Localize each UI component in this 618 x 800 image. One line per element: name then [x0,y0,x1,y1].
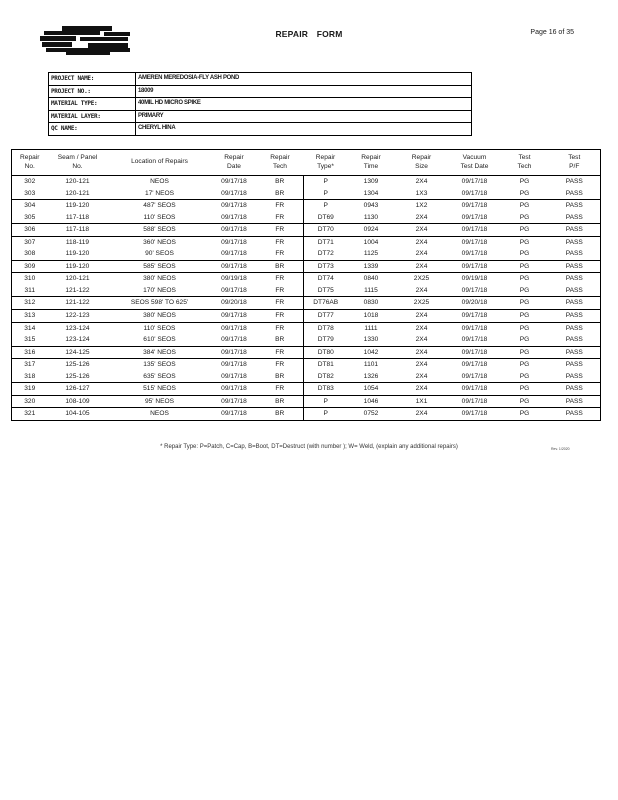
table-row [12,310,601,323]
table-cell: 09/17/18 [449,260,501,273]
table-cell: 09/17/18 [449,310,501,323]
column-header-line: Tech [273,162,287,170]
table-cell: 302 [24,178,36,185]
table-cell: FR [257,346,304,359]
table-cell: PG [519,202,530,210]
table-row [12,408,601,421]
table-cell: PASS [565,361,583,369]
column-header [212,150,257,176]
table-cell: PG [501,248,549,260]
table-row [12,334,601,346]
table-cell: 119-120 [65,202,90,210]
table-cell: PG [501,334,549,346]
column-header [12,150,48,176]
table-cell: 110' SEOS [143,324,176,332]
table-cell: 09/17/18 [221,324,247,332]
table-cell: PASS [549,248,601,260]
column-header-line: Vacuum [462,154,487,161]
table-cell: 104-105 [48,408,108,421]
table-cell: 2X4 [415,238,428,246]
table-cell: NEOS [108,408,212,421]
table-cell: 09/17/18 [449,188,501,200]
table-cell: 09/17/18 [212,383,257,396]
table-cell: FR [275,275,285,283]
column-header [108,150,212,176]
table-cell: 09/17/18 [449,224,501,237]
table-cell: DT83 [304,383,348,396]
table-cell: 125-126 [48,371,108,383]
table-cell: PG [519,275,530,283]
repair-type-footnote: * Repair Type: P=Patch, C=Cap, B=Boot, DT=Destruct (with number ); W= Weld, (explain any additional repairs) [160,444,458,450]
table-cell: BR [257,395,304,408]
table-cell: 1330 [348,334,395,346]
table-cell: DT71 [304,236,348,248]
table-cell: 09/17/18 [212,212,257,224]
column-header [48,150,108,176]
table-cell: PASS [549,395,601,408]
table-cell: PASS [565,275,583,283]
table-cell: DT80 [304,346,348,359]
table-cell: 0752 [348,408,395,421]
table-cell: 1046 [348,395,395,408]
table-cell: PG [501,371,549,383]
table-cell: PG [519,324,530,332]
table-cell: PG [519,178,530,185]
table-cell: 123-124 [65,324,90,332]
table-cell: 380' NEOS [108,310,212,323]
column-header [348,150,395,176]
table-cell: 2X4 [395,383,449,396]
table-cell: 0943 [363,202,379,210]
table-row [12,322,601,334]
table-cell: 126-127 [48,383,108,396]
table-cell: PG [501,395,549,408]
table-cell: PG [501,297,549,310]
table-cell: 317 [24,361,36,369]
table-cell: PASS [565,178,583,185]
table-cell: 1304 [348,188,395,200]
table-cell: 384' NEOS [108,346,212,359]
table-cell: 308 [12,248,48,260]
table-cell: 09/17/18 [221,202,247,210]
table-cell: 2X4 [395,285,449,297]
table-cell: 117-118 [48,224,108,237]
table-cell: PASS [549,285,601,297]
table-cell: PG [501,310,549,323]
table-cell: DT75 [304,285,348,297]
table-cell: 1115 [348,285,395,297]
project-info-value: 18009 [136,85,472,98]
table-cell: 121-122 [48,297,108,310]
column-header-line: Repair [224,154,244,161]
table-cell: PG [501,260,549,273]
table-cell: 0840 [363,275,379,283]
table-cell: 118-119 [65,238,90,246]
table-cell: 09/17/18 [212,371,257,383]
column-header-line: Test [518,154,531,161]
table-cell: 09/17/18 [449,395,501,408]
table-cell: 09/17/18 [449,334,501,346]
table-cell: 2X4 [395,346,449,359]
table-cell: FR [257,212,304,224]
column-header [304,150,348,176]
table-cell: 09/17/18 [461,361,488,369]
table-cell: 321 [12,408,48,421]
table-cell: 170' NEOS [108,285,212,297]
table-row [12,346,601,359]
column-header-line: Type* [317,162,334,170]
project-info-value: AMEREN MEREDOSIA-FLY ASH POND [136,73,472,86]
table-cell: FR [275,202,285,210]
table-cell: BR [257,188,304,200]
table-cell: 0830 [348,297,395,310]
table-cell: PASS [565,202,583,210]
column-header-line: Test Date [460,162,489,170]
table-cell: DT76AB [304,297,348,310]
project-info-value: PRIMARY [136,110,472,123]
table-cell: 09/17/18 [449,383,501,396]
table-cell: 09/17/18 [461,238,488,246]
table-cell: 313 [12,310,48,323]
table-cell: 2X4 [395,248,449,260]
repair-log-table [11,149,601,421]
table-row [12,395,601,408]
table-cell: 585' SEOS [108,260,212,273]
table-cell: 125-126 [65,361,90,369]
table-cell: 110' SEOS [108,212,212,224]
table-cell: 09/17/18 [461,202,488,210]
column-header-line: Repair [270,154,290,161]
table-cell: 09/17/18 [212,188,257,200]
table-cell: PASS [549,346,601,359]
table-cell: 1101 [363,361,379,369]
table-cell: 120-121 [65,275,90,283]
table-cell: 2X4 [415,178,428,185]
table-cell: FR [257,383,304,396]
table-cell: 09/17/18 [449,285,501,297]
table-cell: DT78 [304,322,348,334]
table-cell: 09/17/18 [449,212,501,224]
table-cell: DT70 [304,224,348,237]
table-cell: 09/17/18 [212,334,257,346]
table-cell: PASS [565,324,583,332]
project-info-label: PROJECT NO.: [49,85,136,98]
project-info-row [49,85,472,98]
table-cell: 09/17/18 [212,408,257,421]
table-cell: 135' SEOS [143,361,176,369]
table-cell: 1111 [364,324,378,332]
column-header-line: Repair [20,154,40,161]
table-cell: DT69 [304,212,348,224]
table-cell: DT79 [304,334,348,346]
table-cell: FR [257,285,304,297]
table-cell: 1X2 [415,202,428,210]
table-cell: 303 [12,188,48,200]
column-header-line: Repair [411,154,432,161]
table-cell: 09/17/18 [461,178,488,185]
table-cell: 09/17/18 [212,346,257,359]
table-cell: BR [257,334,304,346]
project-info-label: PROJECT NAME: [49,73,136,86]
table-cell: 2X4 [415,324,428,332]
table-cell: 515' NEOS [108,383,212,396]
project-info-label: QC NAME: [49,123,136,136]
table-cell: 2X4 [415,361,428,369]
table-cell: 1X3 [395,188,449,200]
table-cell: FR [275,324,285,332]
table-cell: PG [501,212,549,224]
table-row [12,359,601,371]
table-cell: 09/17/18 [449,408,501,421]
column-header-line: Repair [361,154,381,161]
table-cell: 09/17/18 [221,238,247,246]
table-row [12,273,601,285]
column-header-line: Tech [517,162,532,170]
table-cell: PASS [549,383,601,396]
table-row [12,371,601,383]
column-header-line: P/F [569,162,580,170]
table-header-row [12,150,601,176]
table-cell: BR [257,260,304,273]
table-row [12,248,601,260]
table-cell: PASS [549,188,601,200]
table-cell: NEOS [150,178,169,185]
table-cell: 1125 [348,248,395,260]
project-info-row [49,98,472,111]
project-info-table [48,72,472,136]
table-cell: DT77 [304,310,348,323]
table-cell: PASS [549,260,601,273]
table-row [12,383,601,396]
table-cell: FR [275,361,285,369]
table-cell: 2X4 [395,310,449,323]
table-cell: FR [257,248,304,260]
column-header-line: Size [415,162,428,170]
table-row [12,297,601,310]
table-cell: DT72 [304,248,348,260]
table-cell: P [304,200,348,212]
table-row [12,236,601,248]
table-cell: 2X25 [413,275,430,283]
table-cell: 1X1 [395,395,449,408]
project-info-row [49,110,472,123]
table-cell: P [304,176,348,188]
column-header [449,150,501,176]
table-cell: 09/17/18 [449,346,501,359]
form-title: REPAIR FORM [275,29,343,39]
project-info-value: 40MIL HD MICRO SPIKE [136,98,472,111]
table-cell: PG [519,238,530,246]
table-cell: DT82 [304,371,348,383]
table-cell: 09/19/18 [221,275,247,283]
table-cell: PASS [565,238,583,246]
table-row [12,224,601,237]
table-cell: PASS [549,310,601,323]
table-cell: 1339 [348,260,395,273]
table-row [12,285,601,297]
table-cell: 316 [12,346,48,359]
table-cell: 09/20/18 [212,297,257,310]
column-header-line: No. [24,162,35,170]
table-cell: PASS [549,297,601,310]
table-cell: P [304,395,348,408]
table-cell: 1042 [348,346,395,359]
table-cell: PASS [549,408,601,421]
table-cell: 09/17/18 [212,310,257,323]
table-cell: 306 [12,224,48,237]
table-cell: 0924 [348,224,395,237]
table-cell: PG [501,285,549,297]
column-header [501,150,549,176]
table-cell: 1004 [363,238,379,246]
project-info-label: MATERIAL LAYER: [49,110,136,123]
table-cell: 319 [12,383,48,396]
table-cell: 2X4 [395,408,449,421]
table-cell: 2X4 [395,371,449,383]
table-cell: 90' SEOS [108,248,212,260]
table-cell: 09/17/18 [461,324,488,332]
table-cell: 1018 [348,310,395,323]
table-cell: 310 [24,275,36,283]
table-cell: 09/17/18 [212,260,257,273]
table-cell: 09/17/18 [212,248,257,260]
table-cell: 122-123 [48,310,108,323]
table-cell: 09/17/18 [221,178,247,185]
table-cell: 2X4 [395,334,449,346]
table-cell: 09/17/18 [221,361,247,369]
table-cell: PASS [549,371,601,383]
table-cell: PASS [549,334,601,346]
table-cell: 119-120 [48,248,108,260]
table-cell: 95' NEOS [108,395,212,408]
table-cell: 320 [12,395,48,408]
table-cell: PG [501,188,549,200]
column-header-line: Repair [315,154,336,161]
table-row [12,176,601,188]
table-cell: 123-124 [48,334,108,346]
table-cell: 360' NEOS [143,238,176,246]
table-cell: 119-120 [48,260,108,273]
column-header-line: No. [72,162,83,170]
table-cell: 09/17/18 [212,395,257,408]
table-cell: 312 [12,297,48,310]
table-cell: 2X4 [395,212,449,224]
table-cell: 09/17/18 [212,224,257,237]
column-header-line: Location of Repairs [131,158,188,166]
table-cell: 610' SEOS [108,334,212,346]
table-cell: 124-125 [48,346,108,359]
table-cell: PASS [549,212,601,224]
table-cell: 1309 [363,178,379,185]
table-cell: 117-118 [48,212,108,224]
column-header-line: Test [568,154,581,161]
column-header-line: Date [227,162,241,170]
table-cell: 1326 [348,371,395,383]
table-row [12,188,601,200]
project-info-row [49,73,472,86]
column-header-line: Time [363,162,379,170]
table-cell: 2X4 [395,260,449,273]
table-cell: FR [275,238,285,246]
table-cell: PG [519,361,530,369]
table-cell: 09/20/18 [449,297,501,310]
table-cell: PG [501,346,549,359]
table-cell: 311 [12,285,48,297]
table-row [12,212,601,224]
table-cell: FR [257,297,304,310]
table-cell: 309 [12,260,48,273]
table-cell: 318 [12,371,48,383]
table-cell: PASS [549,224,601,237]
project-info-row [49,123,472,136]
table-cell: 635' SEOS [108,371,212,383]
table-cell: DT73 [304,260,348,273]
table-cell: 09/17/18 [449,371,501,383]
table-cell: P [304,408,348,421]
table-cell: 315 [12,334,48,346]
table-cell: BR [275,178,285,185]
table-cell: 304 [24,202,36,210]
table-cell: BR [257,408,304,421]
table-cell: FR [257,310,304,323]
table-cell: BR [257,371,304,383]
table-cell: 120-121 [65,178,90,185]
column-header [395,150,449,176]
table-cell: 487' SEOS [143,202,176,210]
table-cell: 305 [12,212,48,224]
table-cell: FR [257,224,304,237]
table-cell: 588' SEOS [108,224,212,237]
table-cell: 121-122 [48,285,108,297]
column-header [257,150,304,176]
table-cell: 1054 [348,383,395,396]
table-cell: 09/19/18 [461,275,488,283]
table-cell: 1130 [348,212,395,224]
table-cell: PG [501,224,549,237]
table-cell: SEOS 598' TO 625' [108,297,212,310]
revision-note: Rev. 1/2020 [551,447,570,451]
table-cell: 120-121 [48,188,108,200]
table-row [12,200,601,212]
project-info-label: MATERIAL TYPE: [49,98,136,111]
table-row [12,260,601,273]
column-header [549,150,601,176]
table-cell: 09/17/18 [212,285,257,297]
table-cell: 17' NEOS [108,188,212,200]
table-cell: 307 [24,238,36,246]
table-cell: DT74 [304,273,348,285]
table-cell: PG [501,383,549,396]
table-cell: 2X4 [395,224,449,237]
table-cell: 314 [24,324,36,332]
table-cell: 2X25 [395,297,449,310]
table-cell: P [304,188,348,200]
table-cell: PG [501,408,549,421]
table-cell: 09/17/18 [449,248,501,260]
column-header-line: Seam / Panel [57,154,98,161]
table-cell: 108-109 [48,395,108,408]
project-info-value: CHERYL HINA [136,123,472,136]
table-cell: 380' NEOS [143,275,176,283]
table-cell: DT81 [304,359,348,371]
page-number: Page 16 of 35 [530,29,574,36]
